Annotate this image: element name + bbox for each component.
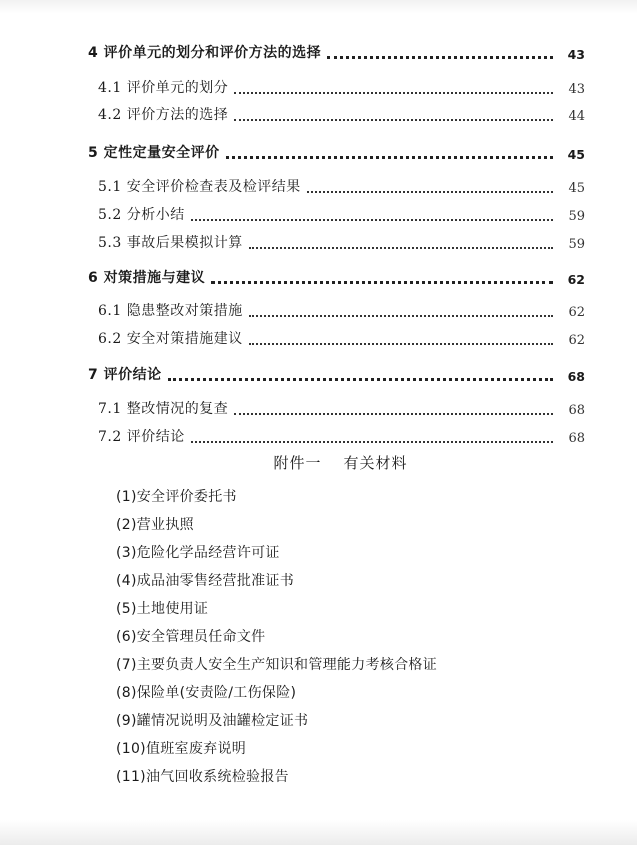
toc-entry-page: 68 bbox=[568, 403, 585, 418]
toc-entry-page: 62 bbox=[568, 333, 585, 348]
list-item: (10)值班室废弃说明 bbox=[116, 741, 247, 757]
toc-entry-page: 62 bbox=[568, 305, 585, 320]
toc-entry-page: 44 bbox=[568, 109, 585, 124]
toc-entry[interactable] bbox=[0, 326, 637, 348]
toc-entry[interactable] bbox=[0, 202, 637, 224]
toc-entry[interactable] bbox=[0, 140, 637, 162]
list-item: (2)营业执照 bbox=[116, 517, 194, 533]
toc-entry-page: 43 bbox=[568, 82, 585, 97]
toc-entry[interactable] bbox=[0, 362, 637, 384]
leader-dots bbox=[234, 119, 553, 121]
toc-entry-title: 7 评价结论 bbox=[88, 367, 162, 383]
toc-entry-page: 43 bbox=[567, 47, 585, 62]
leader-dots bbox=[226, 156, 553, 159]
list-item: (6)安全管理员任命文件 bbox=[116, 629, 266, 645]
toc-entry-title: 6.1 隐患整改对策措施 bbox=[98, 303, 243, 319]
toc-entry[interactable] bbox=[0, 102, 637, 124]
toc-entry-page: 62 bbox=[567, 272, 585, 287]
leader-dots bbox=[249, 343, 553, 345]
toc-entry-title: 4.1 评价单元的划分 bbox=[98, 80, 229, 96]
toc-entry[interactable] bbox=[0, 298, 637, 320]
leader-dots bbox=[168, 378, 553, 381]
list-item: (4)成品油零售经营批准证书 bbox=[116, 573, 295, 589]
toc-entry-title: 4.2 评价方法的选择 bbox=[98, 107, 229, 123]
leader-dots bbox=[327, 56, 553, 59]
leader-dots bbox=[307, 191, 553, 193]
toc-entry[interactable] bbox=[0, 424, 637, 446]
toc-entry-title: 5.3 事故后果模拟计算 bbox=[98, 235, 243, 251]
toc-entry[interactable] bbox=[0, 396, 637, 418]
toc-entry[interactable] bbox=[0, 75, 637, 97]
toc-entry-title: 5 定性定量安全评价 bbox=[88, 145, 220, 161]
toc-entry-page: 45 bbox=[568, 181, 585, 196]
list-item: (11)油气回收系统检验报告 bbox=[116, 769, 289, 785]
leader-dots bbox=[249, 247, 553, 249]
toc-entry-page: 68 bbox=[567, 369, 585, 384]
leader-dots bbox=[249, 315, 553, 317]
toc-entry-page: 59 bbox=[568, 237, 585, 252]
toc-entry-title: 5.1 安全评价检查表及检评结果 bbox=[98, 179, 301, 195]
leader-dots bbox=[191, 219, 553, 221]
leader-dots bbox=[191, 441, 553, 443]
toc-entry-title: 7.2 评价结论 bbox=[98, 429, 185, 445]
toc-entry[interactable] bbox=[0, 174, 637, 196]
list-item: (1)安全评价委托书 bbox=[116, 489, 237, 505]
list-item: (5)土地使用证 bbox=[116, 601, 209, 617]
leader-dots bbox=[234, 92, 553, 94]
appendix-heading bbox=[0, 452, 637, 473]
list-item: (8)保险单(安责险/工伤保险) bbox=[116, 685, 297, 701]
leader-dots bbox=[234, 413, 553, 415]
leader-dots bbox=[211, 281, 553, 284]
toc-entry[interactable] bbox=[0, 40, 637, 62]
toc-entry[interactable] bbox=[0, 265, 637, 287]
appendix-label: 附件一 bbox=[273, 454, 322, 472]
toc-entry-title: 4 评价单元的划分和评价方法的选择 bbox=[88, 45, 322, 61]
toc-entry-page: 68 bbox=[568, 431, 585, 446]
toc-entry-page: 45 bbox=[567, 147, 585, 162]
toc-entry-page: 59 bbox=[568, 209, 585, 224]
list-item: (7)主要负责人安全生产知识和管理能力考核合格证 bbox=[116, 657, 438, 673]
list-item: (3)危险化学品经营许可证 bbox=[116, 545, 280, 561]
toc-entry-title: 6.2 安全对策措施建议 bbox=[98, 331, 243, 347]
toc-entry-title: 7.1 整改情况的复查 bbox=[98, 401, 229, 417]
appendix-title: 有关材料 bbox=[343, 454, 408, 472]
list-item: (9)罐情况说明及油罐检定证书 bbox=[116, 713, 309, 729]
toc-entry[interactable] bbox=[0, 230, 637, 252]
toc-entry-title: 5.2 分析小结 bbox=[98, 207, 185, 223]
toc-entry-title: 6 对策措施与建议 bbox=[88, 270, 206, 286]
